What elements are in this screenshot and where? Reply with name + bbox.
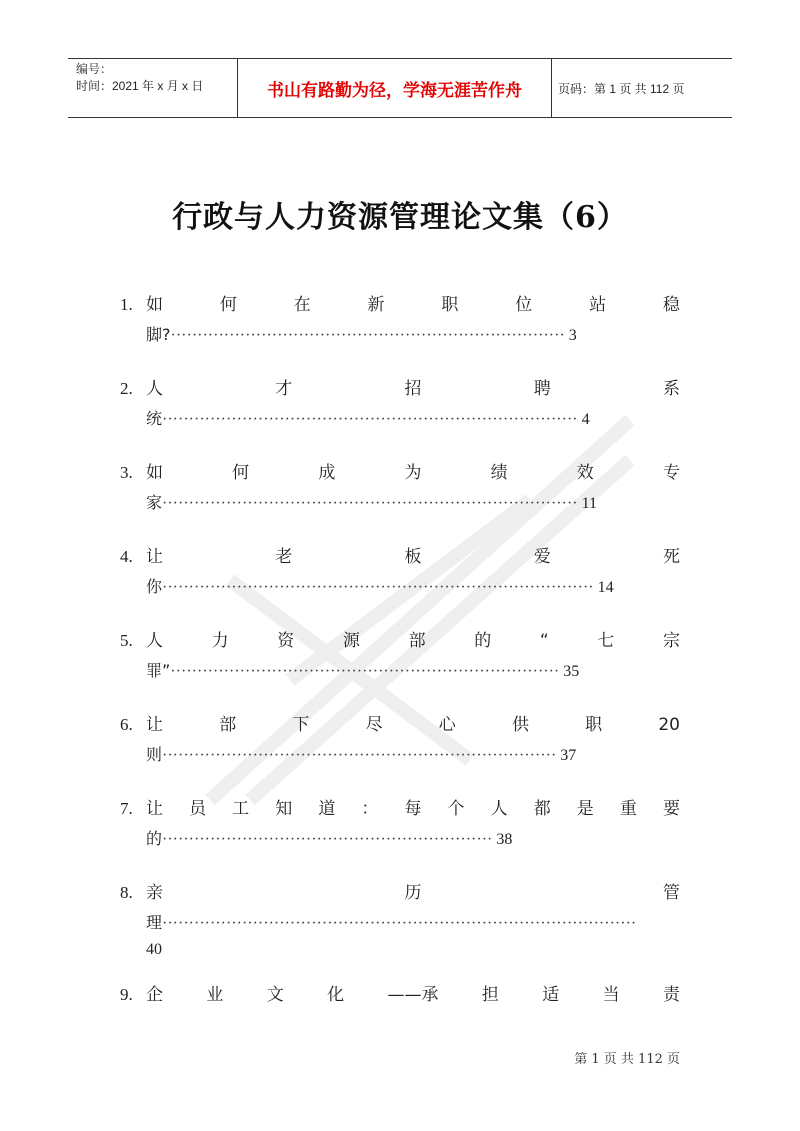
toc-entry-number: 4. — [120, 547, 133, 566]
toc-entry-char: 亲 — [146, 883, 163, 903]
toc-entry-continuation — [146, 575, 680, 599]
toc-entry-char: 如 — [146, 463, 163, 483]
toc-entry-leader-dots: ·········································································· — [170, 327, 565, 344]
toc-entry-continuation-text: 家 — [146, 493, 163, 512]
toc-entry-number: 9. — [120, 985, 133, 1004]
toc-entry-page-number: 40 — [146, 941, 162, 958]
toc-entry-char: 老 — [275, 547, 293, 567]
toc-entry-line — [120, 623, 680, 659]
toc-entry[interactable] — [120, 287, 680, 347]
toc-entry-char: 人 — [490, 799, 508, 819]
toc-entry-char: 历 — [404, 883, 422, 903]
toc-entry-char: 新 — [367, 295, 385, 315]
toc-entry-char: 道 — [318, 799, 336, 819]
toc-entry-title — [146, 707, 680, 743]
toc-entry-char: 人 — [146, 631, 163, 651]
document-number-label: 编号： — [76, 62, 113, 76]
document-title: 行政与人力资源管理论文集（6） — [172, 200, 628, 235]
toc-entry-continuation-text: 则 — [146, 745, 163, 764]
toc-entry-char: 何 — [219, 295, 237, 315]
toc-entry-char: 源 — [342, 631, 360, 651]
toc-entry-char: 尽 — [365, 715, 383, 735]
toc-entry-page-number: 11 — [581, 495, 598, 512]
toc-entry-number: 3. — [120, 463, 133, 482]
toc-entry-leader-dots: ·········································································· — [162, 747, 557, 764]
toc-entry-char: 重 — [619, 799, 637, 819]
toc-entry-title — [146, 977, 680, 1013]
toc-entry-line — [120, 539, 680, 575]
toc-entry-continuation — [146, 911, 680, 935]
toc-entry[interactable] — [120, 539, 680, 599]
toc-entry[interactable] — [120, 977, 680, 1013]
toc-entry-line — [120, 707, 680, 743]
toc-entry-line — [120, 287, 680, 323]
toc-entry-continuation — [146, 491, 680, 515]
toc-entry-char: 板 — [404, 547, 422, 567]
toc-entry-char: 如 — [146, 295, 163, 315]
toc-entry-char: 要 — [662, 799, 680, 819]
document-time-label: 时间：2021 年 x 月 x 日 — [76, 79, 204, 93]
toc-entry-title — [146, 791, 680, 827]
toc-entry-line — [120, 977, 680, 1013]
toc-entry-char: 系 — [663, 379, 680, 399]
toc-entry-page-number: 3 — [568, 327, 577, 344]
toc-entry-char: 效 — [576, 463, 594, 483]
toc-entry-continuation — [146, 743, 680, 767]
toc-entry-title — [146, 875, 680, 911]
toc-entry-char: 部 — [408, 631, 426, 651]
toc-entry-char: 爱 — [533, 547, 551, 567]
toc-entry-char: 死 — [663, 547, 680, 567]
toc-entry-char: 宗 — [662, 631, 680, 651]
toc-entry-char: ： — [361, 799, 379, 819]
toc-entry-char: 下 — [292, 715, 310, 735]
toc-entry-char: 化 — [327, 985, 345, 1005]
toc-entry-char: 七 — [597, 631, 615, 651]
toc-entry-continuation-text: 的 — [146, 829, 163, 848]
toc-entry-char: 员 — [189, 799, 207, 819]
toc-entry-char: 职 — [441, 295, 459, 315]
toc-entry-leader-dots: ········································································· — [170, 663, 560, 680]
toc-entry-char: 招 — [404, 379, 422, 399]
toc-entry-continuation — [146, 323, 680, 347]
toc-entry-number: 1. — [120, 295, 133, 314]
toc-entry-char: 绩 — [490, 463, 508, 483]
toc-entry-line — [120, 791, 680, 827]
toc-entry-char: 心 — [438, 715, 456, 735]
toc-entry-leader-dots: ······························································ — [162, 831, 493, 848]
toc-entry-char: 聘 — [533, 379, 551, 399]
toc-entry-continuation — [146, 659, 680, 683]
toc-entry-char: 让 — [146, 715, 163, 735]
toc-entry-char: 在 — [293, 295, 311, 315]
toc-entry[interactable] — [120, 875, 680, 965]
toc-entry-continuation-text: 统 — [146, 409, 163, 428]
toc-entry-char: 成 — [318, 463, 336, 483]
toc-entry-continuation-text: 理 — [146, 913, 163, 932]
toc-entry-char: 供 — [511, 715, 529, 735]
toc-entry-page-number: 14 — [597, 579, 614, 596]
toc-entry[interactable] — [120, 623, 680, 683]
toc-entry-char: 管 — [663, 883, 680, 903]
toc-entry-page-number: 38 — [496, 831, 513, 848]
toc-entry-char: 位 — [515, 295, 533, 315]
toc-entry-char: 为 — [404, 463, 422, 483]
toc-entry-char: 站 — [589, 295, 607, 315]
toc-entry-number: 2. — [120, 379, 133, 398]
toc-entry-number: 6. — [120, 715, 133, 734]
toc-entry-char: 当 — [602, 985, 620, 1005]
toc-entry-continuation-text: 你 — [146, 577, 163, 596]
page-footer: 第 1 页 共 112 页 — [574, 1052, 680, 1067]
header-motto: 书山有路勤为径，学海无涯苦作舟 — [238, 59, 552, 117]
toc-entry-leader-dots: ·············································································· — [162, 495, 578, 512]
toc-entry-continuation-text: 罪” — [146, 661, 171, 680]
toc-entry[interactable] — [120, 791, 680, 851]
toc-entry-char: 何 — [232, 463, 250, 483]
toc-entry-char: 才 — [275, 379, 293, 399]
toc-entry-leader-dots: ················································································· — [162, 579, 594, 596]
toc-entry-char: 业 — [206, 985, 224, 1005]
toc-entry-title — [146, 539, 680, 575]
toc-entry-number: 8. — [120, 883, 133, 902]
toc-entry-number: 7. — [120, 799, 133, 818]
toc-entry-char: 每 — [404, 799, 422, 819]
toc-entry-char: 都 — [533, 799, 551, 819]
toc-entry-char: ——承 — [387, 985, 439, 1005]
header-page-info: 页码：第 1 页 共 112 页 — [558, 81, 685, 96]
toc-entry-line — [120, 371, 680, 407]
toc-entry-page-number: 4 — [581, 411, 590, 428]
toc-entry-char: 人 — [146, 379, 163, 399]
toc-entry-char: 个 — [447, 799, 465, 819]
toc-entry-continuation — [146, 407, 680, 431]
toc-entry-char: 是 — [576, 799, 594, 819]
toc-entry-page-number: 35 — [563, 663, 580, 680]
toc-entry-char: 的 — [474, 631, 492, 651]
toc-entry-line — [120, 875, 680, 911]
toc-entry-line — [120, 455, 680, 491]
toc-entry-page-number: 37 — [560, 747, 577, 764]
toc-entry-char: 知 — [275, 799, 293, 819]
toc-entry[interactable] — [120, 455, 680, 515]
toc-entry[interactable] — [120, 707, 680, 767]
toc-entry-leader-dots: ·············································································· — [162, 411, 578, 428]
toc-entry-char: 让 — [146, 547, 163, 567]
toc-entry-continuation-text: 脚? — [146, 325, 171, 344]
toc-entry-title — [146, 623, 680, 659]
toc-entry-char: 适 — [542, 985, 560, 1005]
toc-entry-char: 专 — [662, 463, 680, 483]
toc-entry-title — [146, 287, 680, 323]
toc-entry-leader-dots: ························································································· — [162, 915, 637, 932]
toc-entry-char: 稳 — [662, 295, 680, 315]
toc-entry-char: “ — [539, 631, 549, 651]
toc-entry-char: 部 — [219, 715, 237, 735]
toc-entry-char: 文 — [266, 985, 284, 1005]
toc-entry-continuation — [146, 827, 680, 851]
toc-entry-char: 20 — [658, 715, 680, 735]
header-meta-cell — [68, 59, 238, 117]
document-header — [68, 58, 732, 118]
toc-entry-title — [146, 455, 680, 491]
toc-entry[interactable] — [120, 371, 680, 431]
toc-entry-char: 担 — [481, 985, 499, 1005]
toc-entry-char: 让 — [146, 799, 163, 819]
toc-entry-title — [146, 371, 680, 407]
toc-entry-char: 力 — [211, 631, 229, 651]
toc-entry-char: 资 — [277, 631, 295, 651]
toc-entry-char: 企 — [146, 985, 163, 1005]
toc-entry-char: 职 — [585, 715, 603, 735]
toc-entry-char: 责 — [663, 985, 680, 1005]
toc-entry-char: 工 — [232, 799, 250, 819]
table-of-contents — [120, 287, 680, 1037]
toc-entry-number: 5. — [120, 631, 133, 650]
